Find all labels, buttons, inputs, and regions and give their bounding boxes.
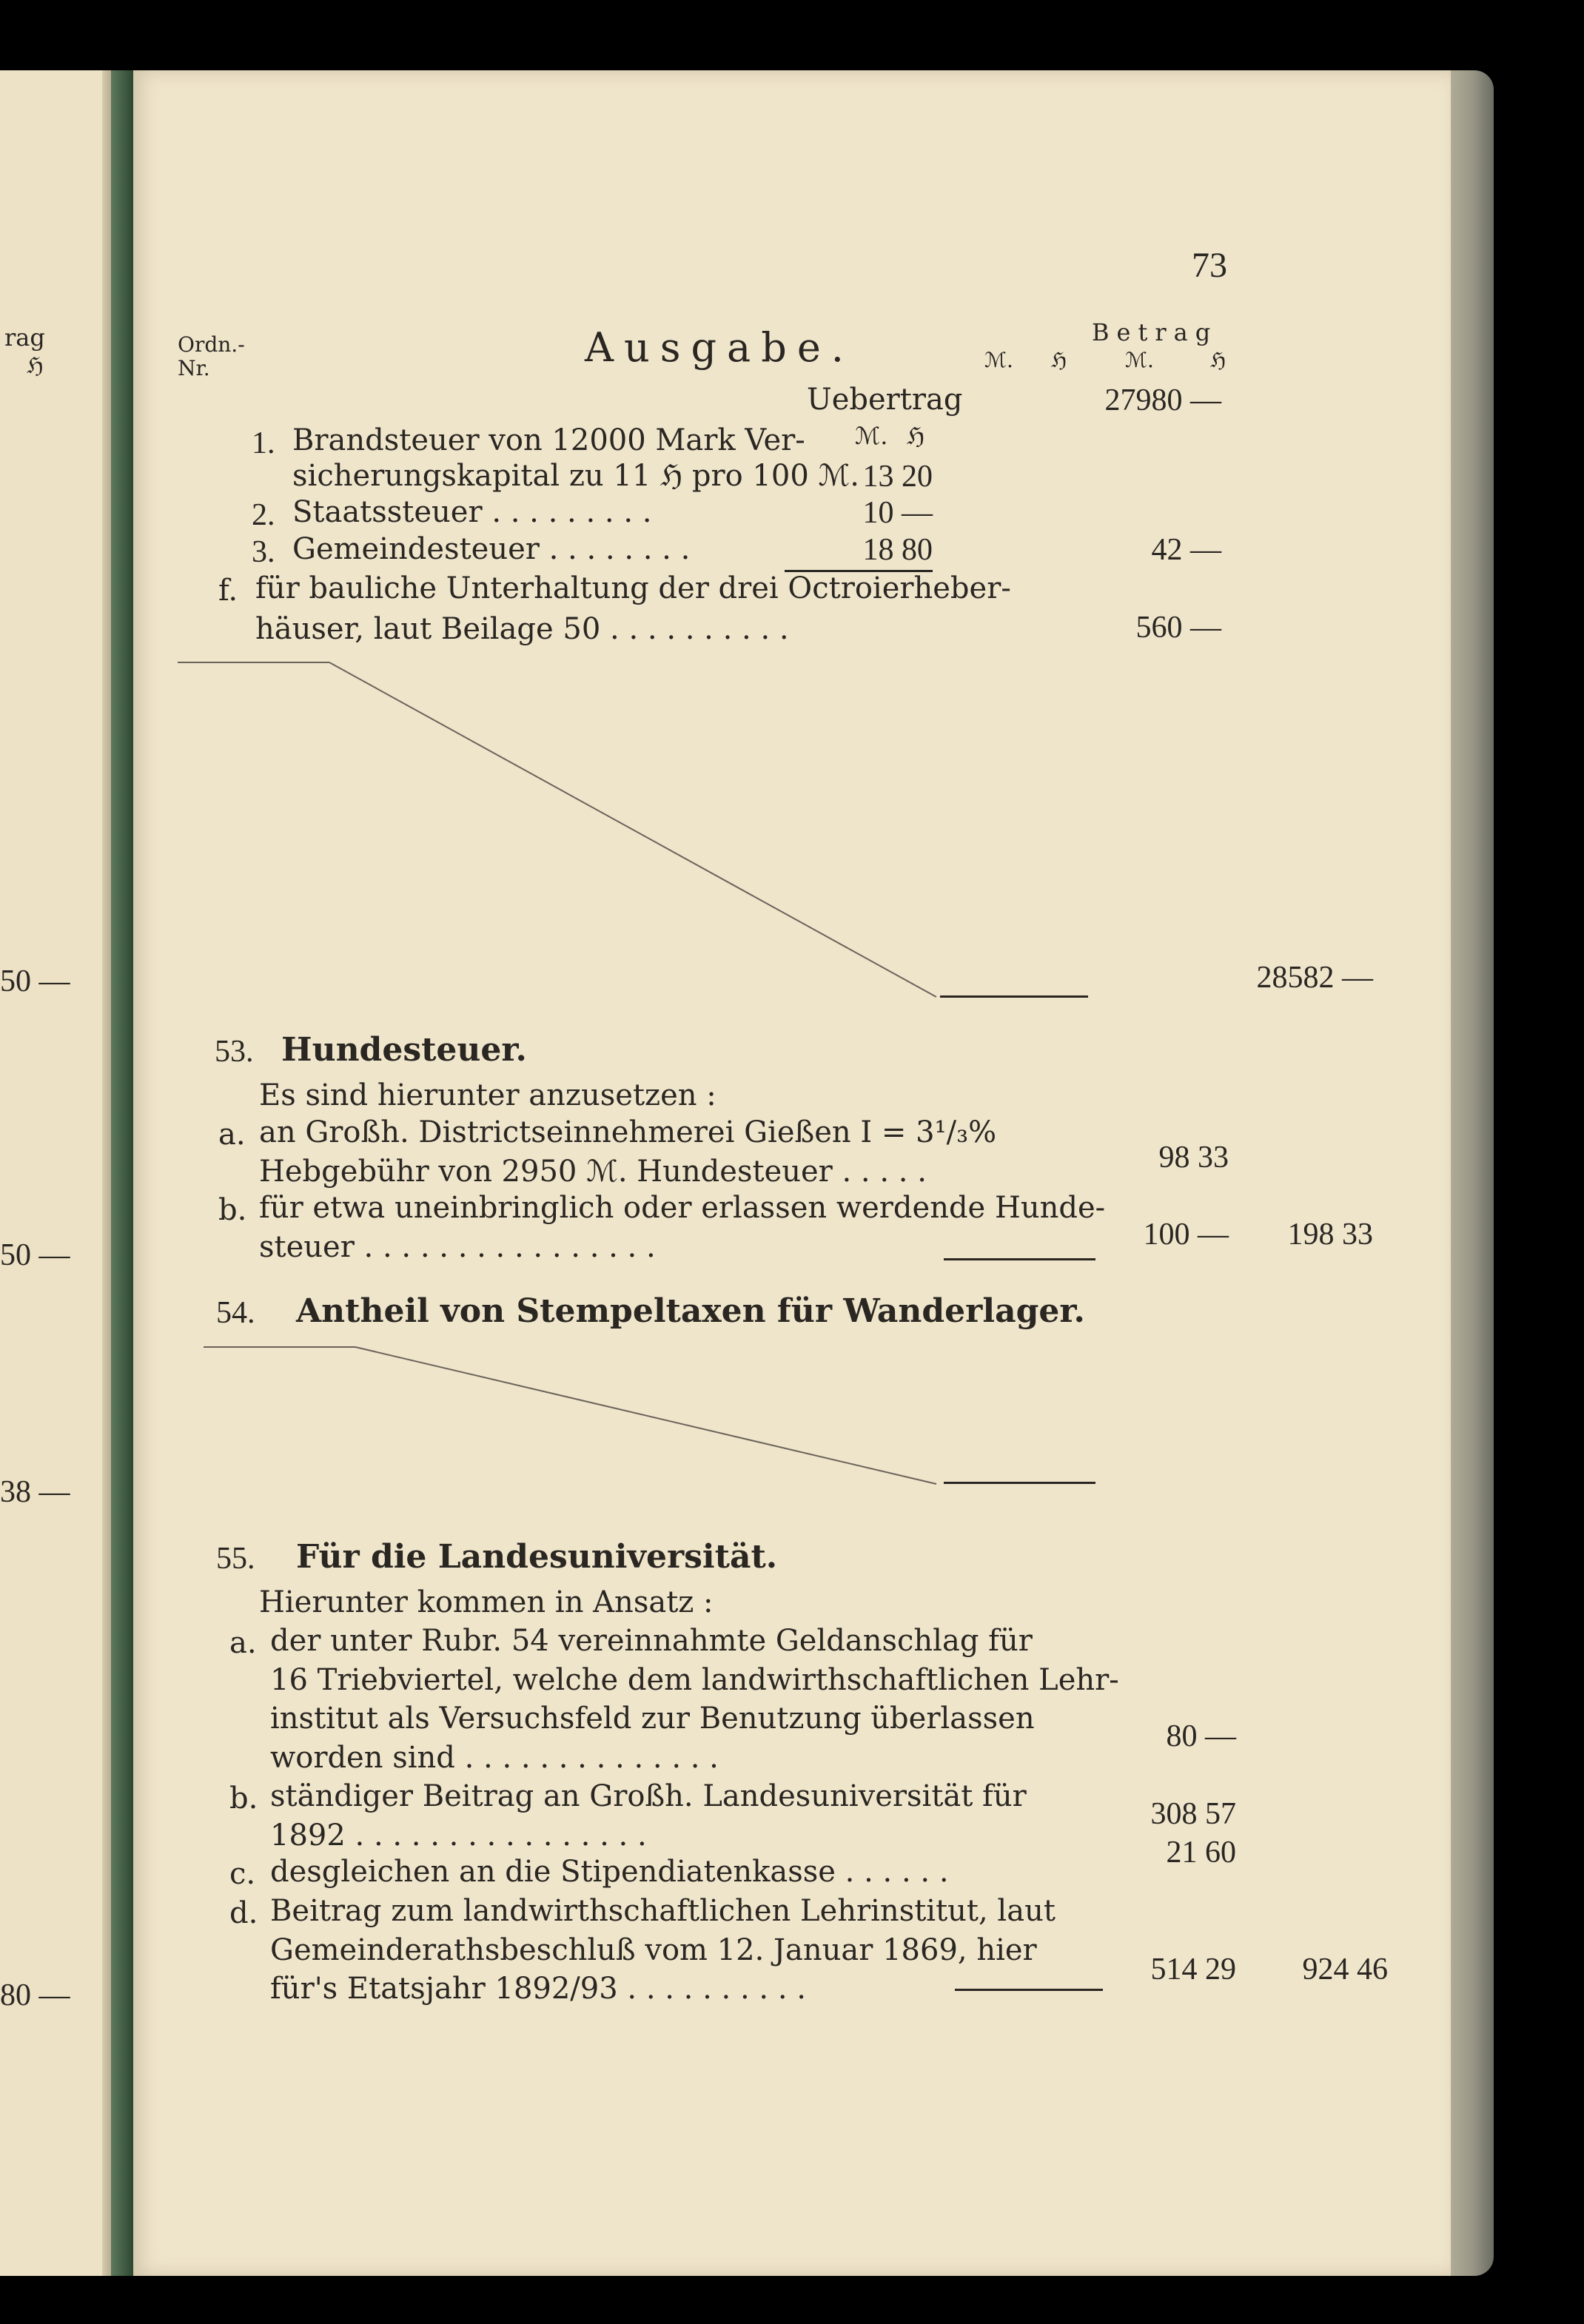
col2-pf: ℌ [1210,348,1226,372]
item-f-no: f. [218,574,238,608]
page-number: 73 [1192,246,1227,285]
amount-column-header: Betrag [1092,318,1218,346]
page-gutter [102,70,111,2276]
section-54-title: Antheil von Stempeltaxen für Wanderlager. [296,1292,1085,1330]
s55-d-line-2: Gemeinderathsbeschluß vom 12. Januar 1869, hier [270,1933,1037,1967]
s55-a-line-2: 16 Triebviertel, welche dem landwirthschaftlichen Lehr- [270,1663,1119,1697]
section-55-intro: Hierunter kommen in Ansatz : [259,1585,714,1619]
cancel-line-2b [355,1347,936,1484]
s55-d-line-3: für's Etatsjahr 1892/93 . . . . . . . . . . [270,1972,806,2006]
s55-d-line-1: Beitrag zum landwirthschaftlichen Lehrinstitut, laut [270,1894,1056,1928]
section-55-title: Für die Landesuniversität. [296,1538,778,1576]
s55-d-no: d. [229,1896,258,1930]
item-3-no: 3. [252,535,275,569]
page-title: Ausgabe. [585,324,854,371]
tax-subtotal: 42 — [1151,533,1221,567]
s53-a-text-cont: Hebgebühr von 2950 ℳ. Hundesteuer . . . . . [259,1155,927,1189]
left-amount-2: 50 — [0,1238,70,1272]
section-55-no: 55. [216,1542,255,1576]
s55-a-line-4: worden sind . . . . . . . . . . . . . . [270,1741,719,1775]
s55-a-line-1: der unter Rubr. 54 vereinnahmte Geldanschlag für [270,1624,1033,1658]
tax-total-rule [940,995,1088,998]
item-2-amount: 10 — [862,496,933,530]
s53-b-text-cont: steuer . . . . . . . . . . . . . . . . [259,1230,656,1264]
s53-b-no: b. [218,1193,247,1227]
item-1-text-cont: sicherungskapital zu 11 ℌ pro 100 ℳ. [292,459,859,493]
s55-c-amount: 21 60 [1166,1836,1236,1870]
s53-a-amount: 98 33 [1158,1141,1229,1175]
col1-mark: ℳ. [984,348,1013,372]
s55-a-amount: 80 — [1166,1719,1236,1753]
item-1-text: Brandsteuer von 12000 Mark Ver- [292,423,805,457]
item-f-text-cont: häuser, laut Beilage 50 . . . . . . . . . . [255,612,789,646]
item-3-text: Gemeindesteuer . . . . . . . . [292,532,691,566]
s53-total: 198 33 [1287,1218,1373,1252]
s55-rule [955,1989,1103,1991]
item-3-amount: 18 80 [862,533,933,567]
item-1-no: 1. [252,426,275,460]
s55-b-no: b. [229,1781,258,1816]
s53-b-amount: 100 — [1143,1218,1229,1252]
s55-a-no: a. [229,1626,257,1660]
left-amount-1: 50 — [0,964,70,998]
col1-pf: ℌ [1051,348,1067,372]
cancel-line-1b [329,662,936,997]
item-f-amount: 560 — [1135,611,1221,645]
s53-a-no: a. [218,1118,246,1152]
tax-total: 28582 — [1256,961,1373,995]
s55-total: 924 46 [1302,1952,1388,1987]
section-53-no: 53. [215,1035,254,1069]
s53-rule [944,1258,1095,1260]
left-header-currency: ℌ [27,353,44,379]
left-header-fragment: rag [4,323,45,352]
s55-b-line-2: 1892 . . . . . . . . . . . . . . . . [270,1818,647,1853]
s55-b-amount: 308 57 [1150,1797,1236,1831]
s55-d-amount: 514 29 [1150,1952,1236,1987]
book-binding [111,70,133,2276]
item-1-pf: ℌ [907,422,925,450]
s55-a-line-3: institut als Versuchsfeld zur Benutzung überlassen [270,1702,1035,1736]
section-54-no: 54. [216,1296,255,1330]
carry-over-amount: 27980 — [1104,383,1221,417]
s53-a-text: an Großh. Districtseinnehmerei Gießen I = 3¹/₃% [259,1115,997,1149]
col2-mark: ℳ. [1125,348,1154,372]
ledger-page [133,70,1451,2276]
item-1-amount: 13 20 [862,460,933,494]
s55-c-no: c. [229,1857,256,1891]
left-amount-3: 38 — [0,1475,70,1509]
previous-page-edge [0,70,111,2276]
left-amount-4: 80 — [0,1978,70,2012]
section-53-title: Hundesteuer. [281,1031,527,1069]
order-number-header: Ordn.- Nr. [178,332,245,381]
s53-b-text: für etwa uneinbringlich oder erlassen werdende Hunde- [259,1191,1106,1225]
section-53-intro: Es sind hierunter anzusetzen : [259,1078,717,1112]
item-f-text: für bauliche Unterhaltung der drei Octroierheber- [255,571,1011,605]
s55-b-line-1: ständiger Beitrag an Großh. Landesuniversität für [270,1779,1027,1813]
item-1-mark: ℳ. [855,422,888,450]
s54-rule [944,1482,1095,1484]
carry-over-label: Uebertrag [807,383,963,417]
item-2-no: 2. [252,498,275,532]
s55-c-line-1: desgleichen an die Stipendiatenkasse . . . . . . [270,1855,949,1889]
item-2-text: Staatssteuer . . . . . . . . . [292,495,652,529]
